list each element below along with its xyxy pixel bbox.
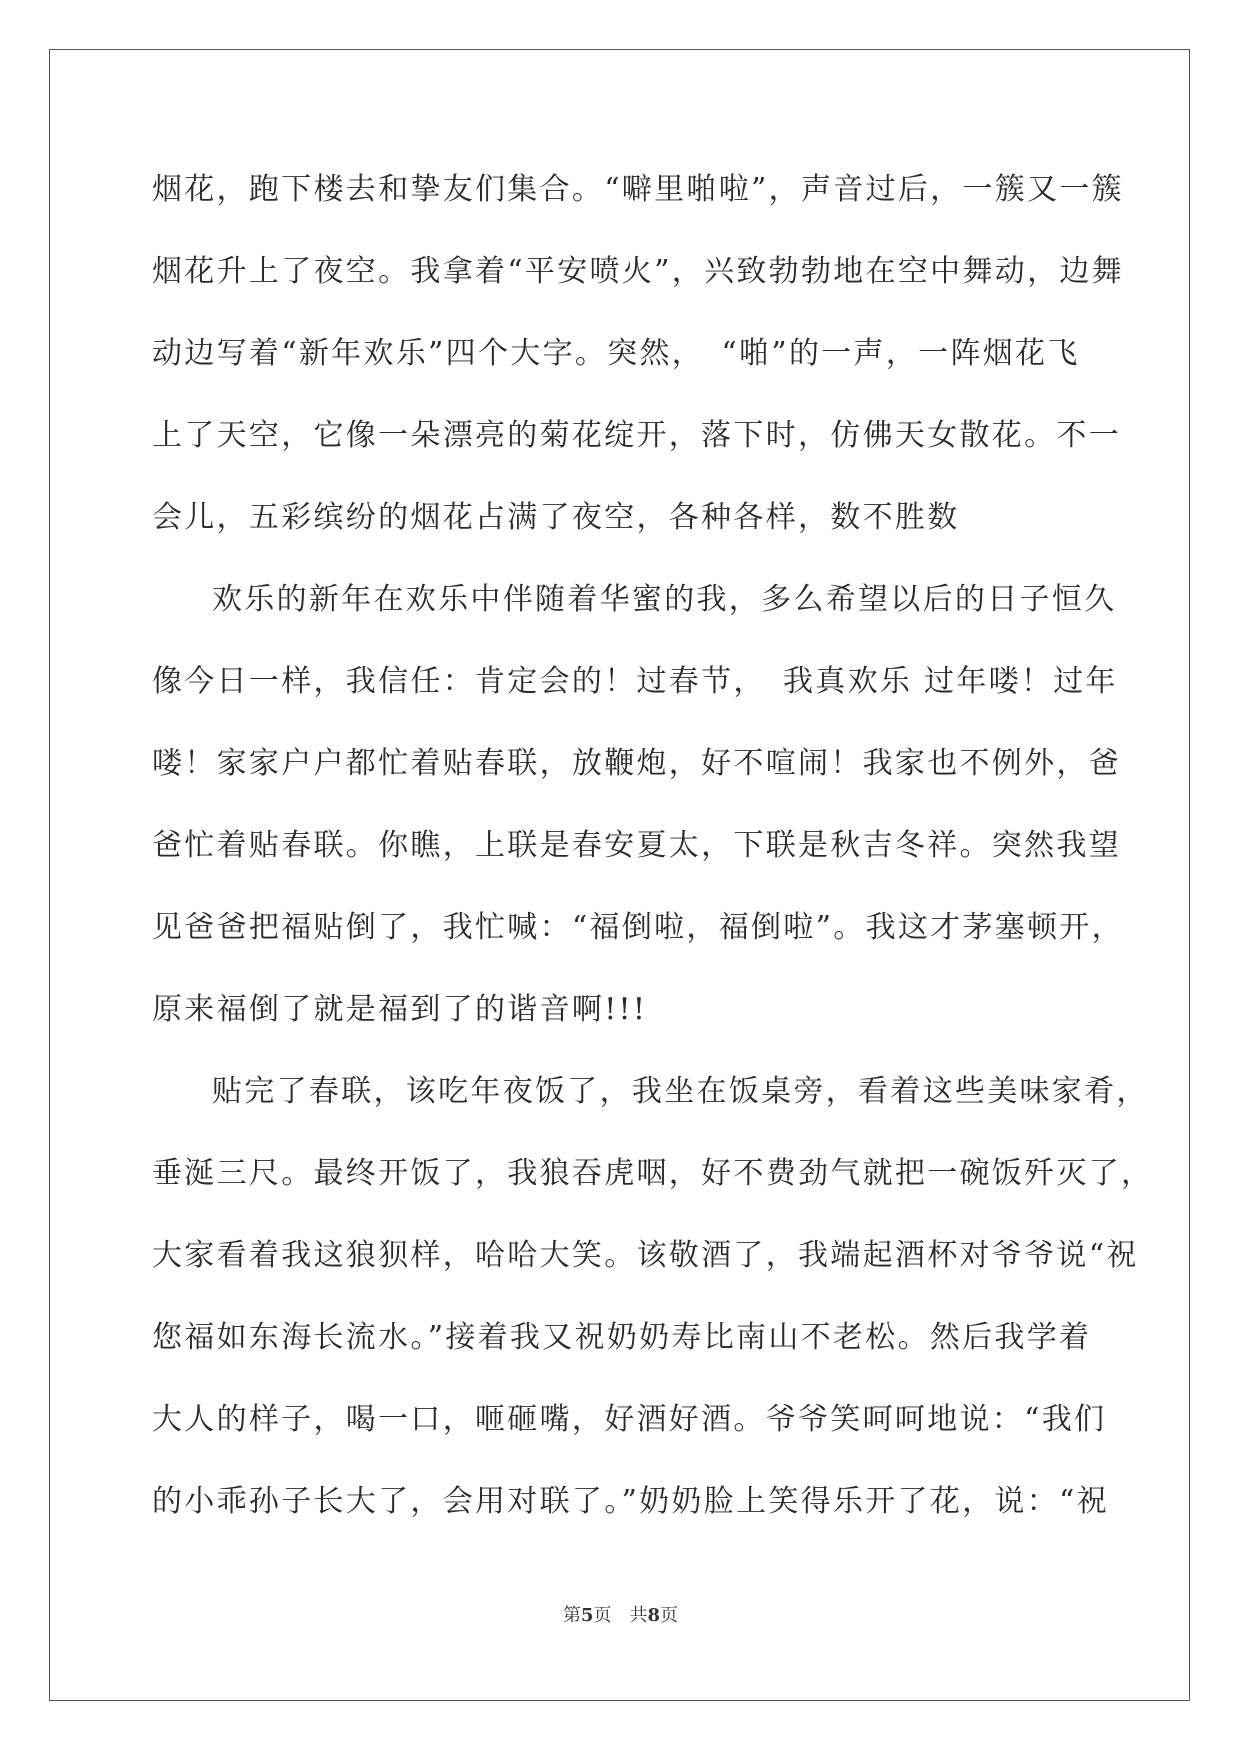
text-line: 爸忙着贴春联。你瞧，上联是春安夏太，下联是秋吉冬祥。突然我望 [152,828,1121,863]
footer-prefix: 第 [562,1605,581,1626]
page-footer [0,1601,1241,1627]
text-line: 喽！家家户户都忙着贴春联，放鞭炮，好不喧闹！我家也不例外，爸 [152,746,1121,781]
text-line: 上了天空，它像一朵漂亮的菊花绽开，落下时，仿佛天女散花。不一 [152,418,1121,453]
text-line: 烟花，跑下楼去和挚友们集合。“噼里啪啦”，声音过后，一簇又一簇 [152,172,1124,207]
total-page-number: 8 [647,1605,661,1626]
footer-total-prefix: 共 [629,1605,648,1626]
text-line: 您福如东海长流水。”接着我又祝奶奶寿比南山不老松。然后我学着 [152,1320,1092,1355]
text-line: 大人的样子，喝一口，咂砸嘴，好酒好酒。爷爷笑呵呵地说：“我们 [152,1402,1107,1437]
footer-total-suffix: 页 [660,1605,679,1626]
text-line: 的小乖孙子长大了，会用对联了。”奶奶脸上笑得乐开了花，说：“祝 [152,1484,1109,1519]
text-line: 烟花升上了夜空。我拿着“平安喷火”，兴致勃勃地在空中舞动，边舞 [152,254,1124,289]
text-line: 动边写着“新年欢乐”四个大字。突然， “啪”的一声，一阵烟花飞 [152,336,1080,371]
text-line: 见爸爸把福贴倒了，我忙喊：“福倒啦，福倒啦”。我这才茅塞顿开， [152,910,1124,945]
footer-page-suffix: 页 [593,1605,612,1626]
current-page-number: 5 [580,1605,594,1626]
text-line: 垂涎三尺。最终开饭了，我狼吞虎咽，好不费劲气就把一碗饭歼灭了， [152,1156,1154,1191]
text-line: 大家看着我这狼狈样，哈哈大笑。该敬酒了，我端起酒杯对爷爷说“祝 [152,1238,1139,1273]
document-body [152,160,1154,1554]
text-line: 原来福倒了就是福到了的谐音啊!!! [152,992,648,1027]
text-line: 贴完了春联，该吃年夜饭了，我坐在饭桌旁，看着这些美味家肴， [212,1074,1149,1109]
text-line: 会儿，五彩缤纷的烟花占满了夜空，各种各样，数不胜数 [152,500,960,535]
text-line: 像今日一样，我信任：肯定会的！过春节， 我真欢乐 过年喽！过年 [152,664,1118,699]
text-line: 欢乐的新年在欢乐中伴随着华蜜的我，多么希望以后的日子恒久 [212,582,1117,617]
